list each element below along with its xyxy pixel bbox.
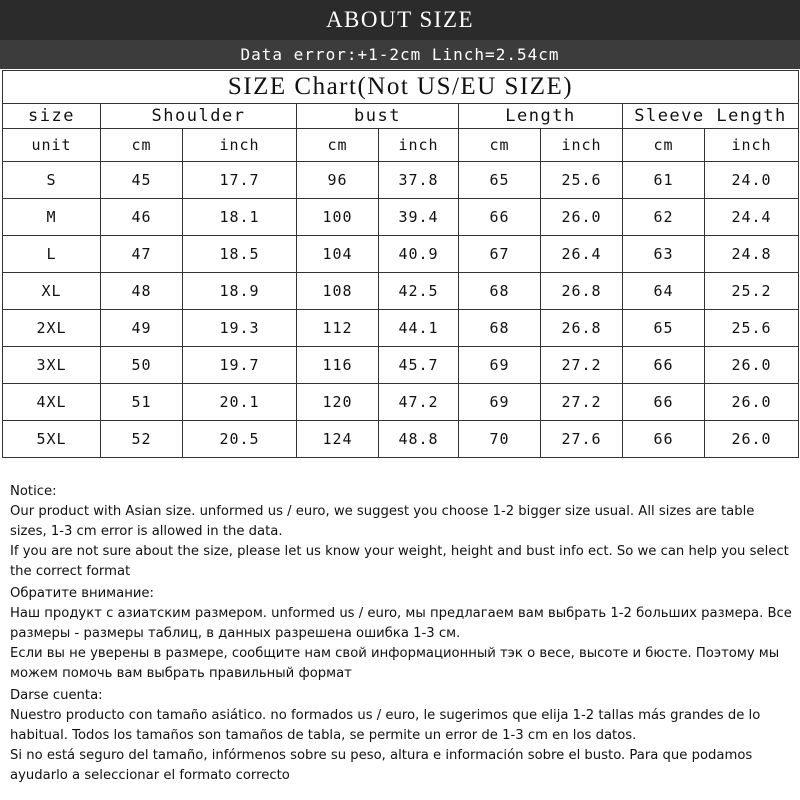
- table-cell: 27.2: [541, 384, 623, 421]
- unit-cell: inch: [705, 129, 799, 162]
- table-cell: 120: [297, 384, 379, 421]
- table-cell: 66: [623, 421, 705, 458]
- table-cell: 68: [459, 310, 541, 347]
- table-cell: 24.4: [705, 199, 799, 236]
- table-row: [3, 273, 799, 310]
- size-chart-table: [2, 70, 799, 458]
- table-cell: 27.2: [541, 347, 623, 384]
- table-cell: 96: [297, 162, 379, 199]
- notice-en-heading: Notice:: [10, 484, 57, 499]
- header-size: size: [3, 104, 101, 129]
- notice-es-paragraph: Nuestro producto con tamaño asiático. no formados us / euro, le sugerimos que elija 1-2 tallas más grandes de lo habitual. Todos los tamaños son tamaños de tabla, se permite un error de 1-3 cm en los datos.: [10, 708, 761, 743]
- table-cell: 63: [623, 236, 705, 273]
- notice-es: [10, 686, 794, 786]
- table-cell: 66: [623, 347, 705, 384]
- table-cell: 39.4: [379, 199, 459, 236]
- table-cell: 19.3: [183, 310, 297, 347]
- error-note: Data error:+1-2cm Linch=2.54cm: [0, 40, 800, 69]
- table-cell: 46: [101, 199, 183, 236]
- table-cell: 68: [459, 273, 541, 310]
- table-cell: 69: [459, 384, 541, 421]
- header-title: ABOUT SIZE: [0, 0, 800, 40]
- table-row: [3, 384, 799, 421]
- table-cell: 24.0: [705, 162, 799, 199]
- unit-cell: inch: [379, 129, 459, 162]
- table-cell: 20.1: [183, 384, 297, 421]
- header-bust: bust: [297, 104, 459, 129]
- table-cell: 37.8: [379, 162, 459, 199]
- table-cell: 124: [297, 421, 379, 458]
- table-row: [3, 162, 799, 199]
- table-cell: 47: [101, 236, 183, 273]
- table-cell: 65: [623, 310, 705, 347]
- table-cell: 42.5: [379, 273, 459, 310]
- table-cell: 26.8: [541, 273, 623, 310]
- table-cell: 67: [459, 236, 541, 273]
- table-cell: 61: [623, 162, 705, 199]
- table-cell: 65: [459, 162, 541, 199]
- table-cell: 62: [623, 199, 705, 236]
- table-cell: 18.5: [183, 236, 297, 273]
- table-cell: 116: [297, 347, 379, 384]
- size-label: S: [3, 162, 101, 199]
- table-cell: 48.8: [379, 421, 459, 458]
- header-sleeve-length: Sleeve Length: [623, 104, 799, 129]
- table-cell: 25.6: [705, 310, 799, 347]
- table-cell: 25.6: [541, 162, 623, 199]
- size-label: XL: [3, 273, 101, 310]
- notice-en-paragraph: If you are not sure about the size, please let us know your weight, height and bust info ect. So we can help you select the correct format: [10, 544, 789, 579]
- size-label: 4XL: [3, 384, 101, 421]
- unit-cell: cm: [101, 129, 183, 162]
- notice-ru-paragraph: Если вы не уверены в размере, сообщите нам свой информационный тэк о весе, высоте и бюсте. Поэтому мы можем помочь вам выбрать правильный формат: [10, 646, 780, 681]
- header-length: Length: [459, 104, 623, 129]
- size-label: 3XL: [3, 347, 101, 384]
- notice-en: [10, 482, 794, 582]
- unit-cell: cm: [459, 129, 541, 162]
- notice-es-paragraph: Si no está seguro del tamaño, infórmenos sobre su peso, altura e información sobre el busto. Para que podamos ayudarlo a seleccionar el formato correcto: [10, 748, 753, 783]
- table-cell: 26.4: [541, 236, 623, 273]
- unit-cell: inch: [183, 129, 297, 162]
- unit-cell: inch: [541, 129, 623, 162]
- table-cell: 70: [459, 421, 541, 458]
- size-label: L: [3, 236, 101, 273]
- table-cell: 26.0: [541, 199, 623, 236]
- unit-cell: cm: [297, 129, 379, 162]
- table-cell: 26.0: [705, 384, 799, 421]
- table-title: SIZE Chart(Not US/EU SIZE): [3, 71, 799, 104]
- table-cell: 49: [101, 310, 183, 347]
- table-cell: 69: [459, 347, 541, 384]
- table-cell: 25.2: [705, 273, 799, 310]
- notice-ru-heading: Обратите внимание:: [10, 586, 154, 601]
- table-cell: 45.7: [379, 347, 459, 384]
- table-row: [3, 347, 799, 384]
- table-cell: 52: [101, 421, 183, 458]
- table-cell: 100: [297, 199, 379, 236]
- table-cell: 40.9: [379, 236, 459, 273]
- table-cell: 112: [297, 310, 379, 347]
- unit-cell: cm: [623, 129, 705, 162]
- table-cell: 48: [101, 273, 183, 310]
- notes-section: [10, 482, 794, 788]
- notice-es-heading: Darse cuenta:: [10, 688, 103, 703]
- table-cell: 64: [623, 273, 705, 310]
- table-cell: 44.1: [379, 310, 459, 347]
- table-row: [3, 310, 799, 347]
- size-label: M: [3, 199, 101, 236]
- table-cell: 51: [101, 384, 183, 421]
- notice-ru: [10, 584, 794, 684]
- table-cell: 19.7: [183, 347, 297, 384]
- size-label: 5XL: [3, 421, 101, 458]
- table-cell: 26.8: [541, 310, 623, 347]
- header-unit: unit: [3, 129, 101, 162]
- table-cell: 104: [297, 236, 379, 273]
- table-cell: 26.0: [705, 347, 799, 384]
- table-cell: 18.9: [183, 273, 297, 310]
- table-row: [3, 236, 799, 273]
- table-cell: 66: [459, 199, 541, 236]
- table-cell: 20.5: [183, 421, 297, 458]
- size-label: 2XL: [3, 310, 101, 347]
- table-cell: 108: [297, 273, 379, 310]
- table-cell: 24.8: [705, 236, 799, 273]
- table-cell: 18.1: [183, 199, 297, 236]
- table-row: [3, 199, 799, 236]
- table-cell: 26.0: [705, 421, 799, 458]
- table-cell: 17.7: [183, 162, 297, 199]
- table-cell: 47.2: [379, 384, 459, 421]
- table-row: [3, 421, 799, 458]
- table-cell: 45: [101, 162, 183, 199]
- header-shoulder: Shoulder: [101, 104, 297, 129]
- table-cell: 50: [101, 347, 183, 384]
- notice-en-paragraph: Our product with Asian size. unformed us / euro, we suggest you choose 1-2 bigger size usual. All sizes are table sizes, 1-3 cm error is allowed in the data.: [10, 504, 755, 539]
- table-cell: 66: [623, 384, 705, 421]
- notice-ru-paragraph: Наш продукт с азиатским размером. unformed us / euro, мы предлагаем вам выбрать 1-2 больших размера. Все размеры - размеры таблиц, в данных разрешена ошибка 1-3 см.: [10, 606, 792, 641]
- table-cell: 27.6: [541, 421, 623, 458]
